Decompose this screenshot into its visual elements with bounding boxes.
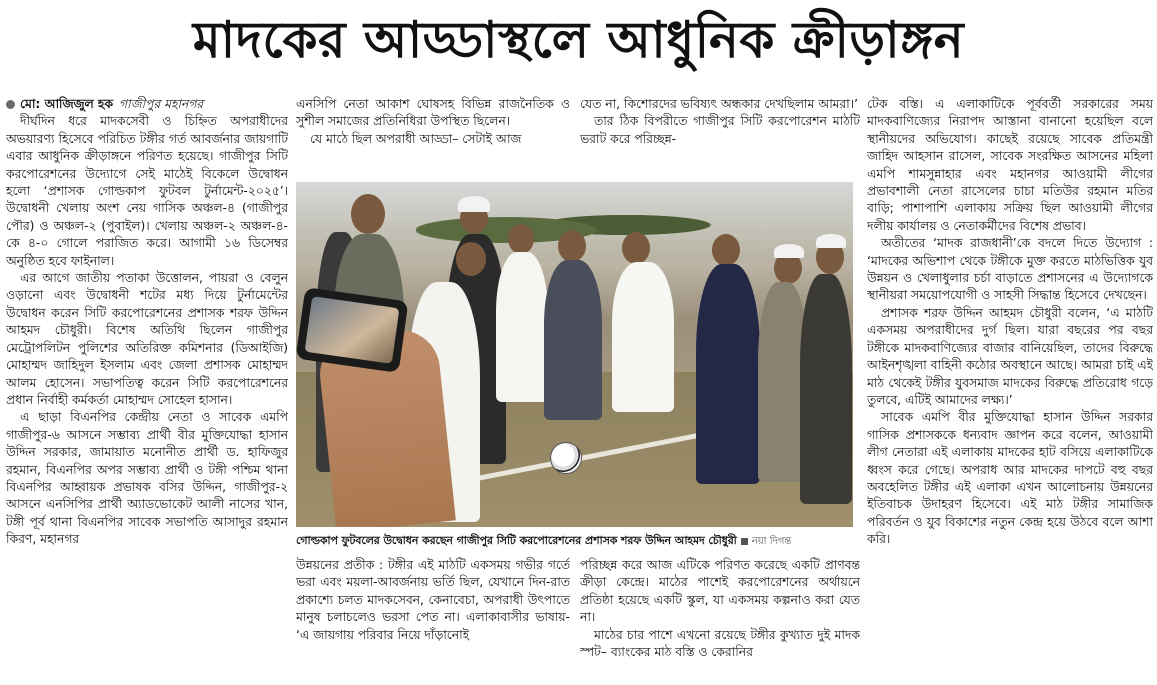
article-column-3-bottom (580, 557, 860, 682)
person-figure (496, 252, 548, 402)
photo-caption (296, 530, 853, 552)
byline (6, 96, 288, 113)
byline-author: মো: আজিজুল হক (20, 97, 113, 111)
headline: মাদকের আড্ডাস্থলে আধুনিক ক্রীড়াঙ্গন (192, 11, 965, 69)
byline-location: গাজীপুর মহানগর (118, 97, 204, 111)
person-head (622, 232, 650, 264)
phone-screen (305, 296, 400, 364)
article-column-1 (6, 96, 288, 682)
person-head (712, 234, 740, 266)
paragraph: অতীতের ‘মাদক রাজধানী’কে বদলে দিতে উদ্যোগ : ‘মাদকের অভিশাপ থেকে টঙ্গীকে মুক্ত করতে মাঠভিত্তিক যুব উন্নয়ন ও খেলাধুলার চর্চা বাড়াতে প্রশাসনের এ উদ্যোগকে স্থানীয়রা সময়োপযোগী ও সাহসী সিদ্ধান্ত হিসেবে দেখছেন। (867, 236, 1153, 303)
person-figure (696, 264, 760, 484)
cap-icon (774, 244, 804, 258)
paragraph: উন্নয়নের প্রতীক : টঙ্গীর এই মাঠটি একসময় গভীর গর্তে ভরা এবং ময়লা-আবর্জনায় ভর্তি ছিল, যেখানে দিন-রাত প্রকাশ্যে চলত মাদকসেবন, কেনাবেচা, অপরাধী উৎপাতে মানুষ চলাচলেও ভরসা পেত না। এলাকাবাসীর ভাষায়- ‘এ জায়গায় পরিবার নিয়ে দাঁড়ানোই (296, 558, 570, 642)
cap-icon (458, 196, 490, 212)
person-head (456, 242, 486, 276)
person-head (508, 224, 534, 254)
person-figure (544, 260, 602, 420)
square-icon (741, 538, 748, 545)
paragraph: প্রশাসক শরফ উদ্দিন আহমদ চৌধুরী বলেন, ‘এ মাঠটি একসময় অপরাধীদের দুর্গ ছিল। যারা বছরের পর বছর টঙ্গীকে মাদকবাণিজ্যের বাজার বানিয়েছিল, তাদের বিরুদ্ধে আইনশৃঙ্খলা বাহিনী কঠোর অবস্থানে আছে। আমরা চাই এই মাঠ থেকেই টঙ্গীর যুবসমাজ মাদকের বিরুদ্ধে প্রতিরোধ গড়ে তুলবে, এটিই আমাদের লক্ষ্য।’ (867, 305, 1153, 407)
paragraph: এ ছাড়া বিএনপির কেন্দ্রীয় নেতা ও সাবেক এমপি গাজীপুর-৬ আসনে সম্ভাব্য প্রার্থী বীর মুক্তিযোদ্ধা হাসান উদ্দিন সরকার, জামায়াত মনোনীত প্রার্থী ড. হাফিজুর রহমান, বিএনপির অপর সম্ভাব্য প্রার্থী ও টঙ্গী পশ্চিম থানা বিএনপির আহ্বায়ক প্রভাষক বসির উদ্দিন, গাজীপুর-২ আসনে এনসিপির প্রার্থী অ্যাডভোকেট আলী নাসের খান, টঙ্গী পূর্ব থানা বিএনপির সাবেক সভাপতি আসাদুর রহমান কিরণ, মহানগর (6, 410, 288, 547)
paragraph: দীর্ঘদিন ধরে মাদকসেবী ও চিহ্নিত অপরাধীদের অভয়ারণ্য হিসেবে পরিচিত টঙ্গীর গর্ত আবর্জনার জায়গাটি এবার আধুনিক ক্রীড়াঙ্গনে পরিণত হয়েছে। গাজীপুর সিটি করপোরেশনের উদ্যোগে সেই মাঠেই বিকেলে উদ্বোধন হলো ‘প্রশাসক গোল্ডকাপ ফুটবল টুর্নামেন্ট-২০২৫’। উদ্বোধনী খেলায় অংশ নেয় গাসিক অঞ্চল-৪ (গাজীপুর পৌর) ও অঞ্চল-২ (পুবাইল)। খেলায় অঞ্চল-২ অঞ্চল-৪-কে ৪-০ গোলে পরাজিত করে। আগামী ১৬ ডিসেম্বর অনুষ্ঠিত হবে ফাইনাল। (6, 114, 288, 268)
paragraph: যে মাঠে ছিল অপরাধী আড্ডা– সেটাই আজ (310, 131, 522, 146)
paragraph: এনসিপি নেতা আকাশ ঘোষসহ বিভিন্ন রাজনৈতিক ও সুশীল সমাজের প্রতিনিধিরা উপস্থিত ছিলেন। (296, 97, 570, 129)
article-column-3-top (580, 96, 860, 182)
person-head (351, 194, 385, 234)
caption-text: গোল্ডকাপ ফুটবলের উদ্বোধন করছেন গাজীপুর সিটি করপোরেশনের প্রশাসক শরফ উদ্দিন আহমদ চৌধুরী (296, 534, 737, 547)
paragraph: তার ঠিক বিপরীতে গাজীপুর সিটি করপোরেশন মাঠটি ভরাট করে পরিচ্ছন্ন- (580, 114, 860, 146)
news-photo (296, 182, 853, 527)
paragraph: সাবেক এমপি বীর মুক্তিযোদ্ধা হাসান উদ্দিন সরকার গাসিক প্রশাসককে ধন্যবাদ জ্ঞাপন করে বলেন, আওয়ামী লীগ নেতারা এই এলাকায় মাদকের হাট বসিয়ে এলাকাটিকে ধ্বংস করে গেছে। অপরাধ আর মাদকের দাপটে বহু বছর অবহেলিত টঙ্গীর এই এলাকা এখন আলোচনায় উন্নয়নের ইতিবাচক উদাহরণ হিসেবে। এই মাঠ টঙ্গীর সামাজিক পরিবর্তন ও যুব বিকাশের নতুন কেন্দ্র হয়ে উঠবে বলে আশা করি। (867, 410, 1153, 547)
paragraph: মাঠের চার পাশে এখনো রয়েছে টঙ্গীর কুখ্যাত দুই মাদক স্পট– ব্যাংকের মাঠ বস্তি ও কেরানির (580, 627, 860, 660)
person-head (558, 230, 586, 262)
photo-credit: নয়া দিগন্ত (751, 536, 792, 547)
article-column-2-bottom (296, 557, 570, 682)
bullet-icon (6, 100, 15, 109)
cap-icon (816, 234, 846, 248)
person-figure (800, 274, 852, 504)
paragraph: এর আগে জাতীয় পতাকা উত্তোলন, পায়রা ও বেলুন ওড়ানো এবং উদ্বোধনী শটের মধ্য দিয়ে টুর্নামেন্টের উদ্বোধন করেন সিটি করপোরেশনের প্রশাসক শরফ উদ্দিন আহমদ চৌধুরী। বিশেষ অতিথি ছিলেন গাজীপুর মেট্রোপলিটন পুলিশের অতিরিক্ত কমিশনার (ডিআইজি) মোহাম্মদ জাহিদুল ইসলাম এবং জেলা প্রশাসক মোহাম্মদ আলম হোসেন। সভাপতিত্ব করেন সিটি করপোরেশনের প্রধান নির্বাহী কর্মকর্তা মোহাম্মদ সোহেল হাসান। (6, 271, 288, 407)
paragraph: যেত না, কিশোরদের ভবিষ্যৎ অন্ধকার দেখছিলাম আমরা।’ (580, 97, 859, 111)
football-icon (550, 442, 582, 474)
article-column-4 (867, 96, 1153, 682)
article-column-2-top (296, 96, 570, 182)
paragraph: টেক বস্তি। এ এলাকাটিকে পূর্ববর্তী সরকারের সময় মাদকবাণিজ্যের নিরাপদ আস্তানা বানানো হয়েছিল বলে স্থানীয়দের অভিযোগ। কাছেই রয়েছে সাবেক প্রতিমন্ত্রী জাহিদ আহসান রাসেল, সাবেক সংরক্ষিত আসনের মহিলা এমপি শামসুন্নাহার এবং মহানগর আওয়ামী লীগের প্রভাবশালী নেতা রাসেলের চাচা মতিউর রহমান মতির বাড়ি; পাশাপাশি এলাকায় সক্রিয় ছিল আওয়ামী লীগের দলীয় কার্যালয় ও নেতাকর্মীদের বিশেষ প্রভাব। (867, 97, 1153, 233)
person-figure (612, 262, 674, 412)
paragraph: পরিচ্ছন্ন করে আজ এটিকে পরিণত করেছে একটি প্রাণবন্ত ক্রীড়া কেন্দ্রে। মাঠের পাশেই করপোরেশনের অর্থায়নে প্রতিষ্ঠা হয়েছে একটি স্কুল, যা একসময় কল্পনাও করা যেত না। (580, 558, 860, 625)
phone-icon (296, 287, 409, 373)
